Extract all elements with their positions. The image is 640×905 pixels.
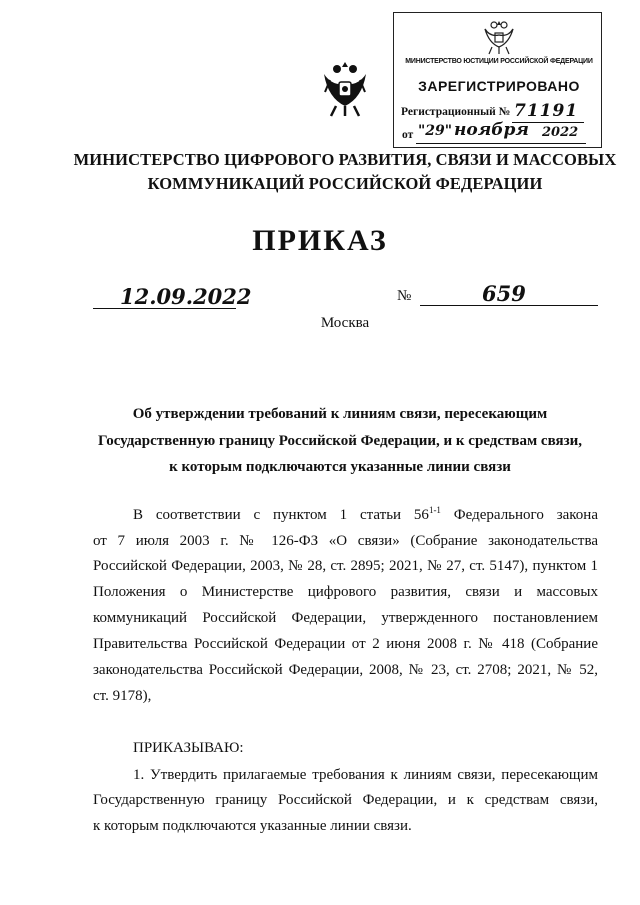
stamp-reg-number: 71191 [514, 101, 579, 121]
document-type: ПРИКАЗ [252, 224, 388, 257]
stamp-registered: ЗАРЕГИСТРИРОВАНО [418, 78, 580, 94]
stamp-date-prefix: от [402, 129, 414, 141]
item1-line-1: 1. Утвердить прилагаемые требования к линиям связи, пересекающим [133, 767, 598, 783]
preamble-line-3: Российской Федерации, 2003, № 28, ст. 2895; 2021, № 27, ст. 5147), пунктом 1 [93, 558, 598, 574]
stamp-ministry: МИНИСТЕРСТВО ЮСТИЦИИ РОССИЙСКОЙ ФЕДЕРАЦИИ [405, 58, 593, 65]
order-number: 659 [482, 281, 526, 306]
order-date: 12.09.2022 [120, 284, 252, 309]
title-line-1: Об утверждении требований к линиям связи, пересекающим [132, 406, 548, 422]
number-label: № [397, 288, 412, 304]
ministry-line-1: МИНИСТЕРСТВО ЦИФРОВОГО РАЗВИТИЯ, СВЯЗИ И МАССОВЫХ [73, 150, 617, 169]
preamble-line-8: ст. 9178), [93, 688, 152, 704]
order-title [60, 401, 620, 481]
preamble-line-2: от 7 июля 2003 г. № 126-ФЗ «О связи» (Собрание законодательства [93, 533, 598, 549]
preamble-line-4: Положения о Министерстве цифрового развития, связи и массовых [93, 584, 598, 600]
stamp-emblem-icon [480, 17, 518, 57]
preamble-line-5: коммуникаций Российской Федерации, утвержденного постановлением [93, 610, 598, 626]
city: Москва [320, 315, 370, 331]
ministry-line-2: КОММУНИКАЦИЙ РОССИЙСКОЙ ФЕДЕРАЦИИ [147, 174, 543, 193]
coat-of-arms-icon [322, 60, 368, 118]
ministry-name [40, 148, 640, 196]
stamp-date-day: "29" [418, 123, 453, 139]
preamble-line-7: законодательства Российской Федерации, 2008, № 23, ст. 2708; 2021, № 52, [93, 662, 598, 678]
stamp-reg-label: Регистрационный № [401, 106, 511, 118]
preamble-line-1-start: В соответствии с пунктом 1 статьи 56 [133, 507, 429, 523]
date-underline [93, 308, 236, 309]
item1-line-3: к которым подключаются указанные линии связи. [93, 818, 412, 834]
preamble-line-1 [133, 507, 598, 524]
number-underline [420, 305, 598, 306]
prikazyvayu: ПРИКАЗЫВАЮ: [133, 740, 244, 756]
stamp-date-year: 2022 [542, 125, 579, 140]
preamble-line-1-end: Федерального закона [440, 507, 598, 523]
stamp-date-underline [416, 143, 586, 144]
item1-line-2: Государственную границу Российской Федерации, и к средствам связи, [93, 792, 598, 808]
stamp-date-month: ноября [454, 120, 529, 140]
article-superscript: 1-1 [428, 505, 441, 515]
title-line-3: к которым подключаются указанные линии связи [169, 459, 511, 475]
preamble-line-6: Правительства Российской Федерации от 2 июня 2008 г. № 418 (Собрание [93, 636, 598, 652]
title-line-2: Государственную границу Российской Федерации, и к средствам связи, [97, 432, 583, 449]
